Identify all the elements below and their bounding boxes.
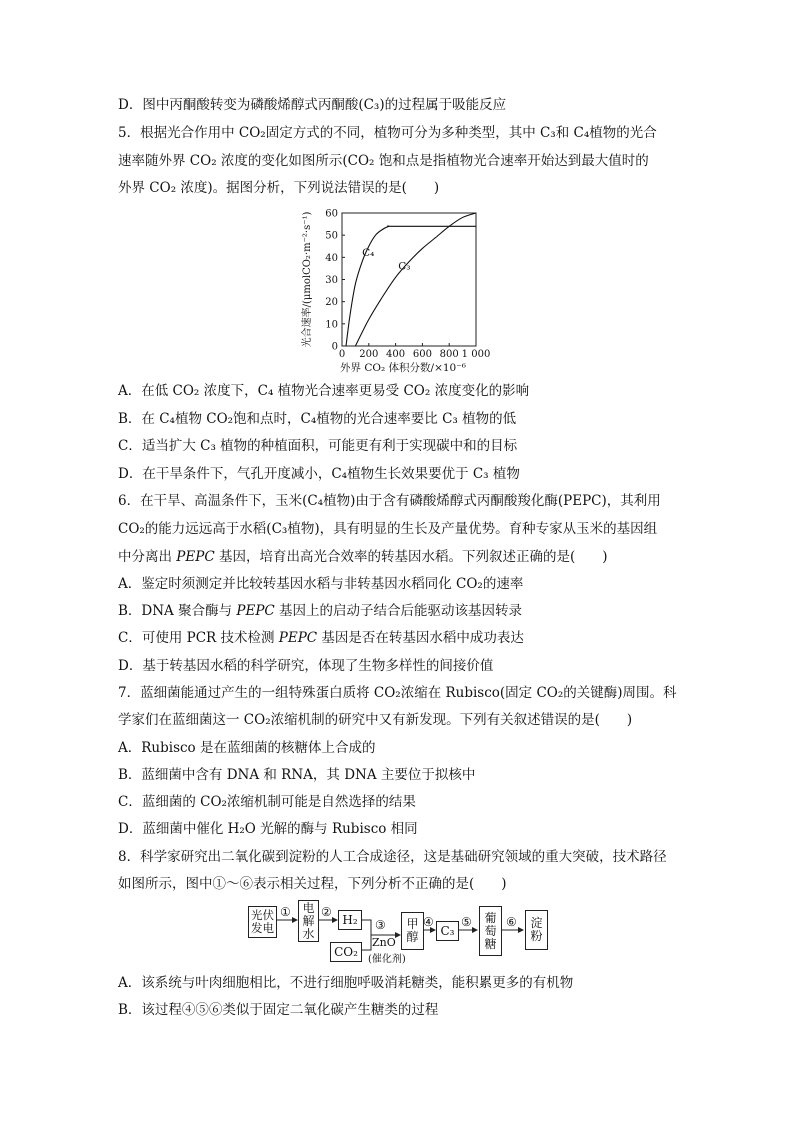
q7-option-d: D．蓝细菌中催化 H₂O 光解的酶与 Rubisco 相同: [118, 821, 418, 837]
c3-box: C₃: [436, 921, 459, 941]
q5-stem-1: 5．根据光合作用中 CO₂固定方式的不同，植物可分为多种类型，其中 C₃和 C₄植物的光合: [118, 125, 657, 141]
step-3-label: ③: [375, 918, 386, 932]
q8-stem-2: 如图所示，图中①～⑥表示相关过程，下列分析不正确的是( ): [118, 876, 507, 892]
methanol-box: 甲醇: [401, 912, 424, 950]
q8-stem-1: 8．科学家研究出二氧化碳到淀粉的人工合成途径，这是基础研究领域的重大突破，技术路径: [118, 849, 667, 865]
step-6-label: ⑥: [506, 915, 517, 929]
y-tick-label: 10: [325, 319, 338, 331]
y-tick-label: 20: [325, 297, 338, 309]
q6-option-a: A．鉴定时须测定并比较转基因水稻与非转基因水稻同化 CO₂的速率: [118, 576, 524, 592]
gene-name: PEPC: [236, 603, 275, 619]
q6-stem-2: CO₂的能力远远高于水稻(C₃植物)，具有明显的生长及产量优势。育种专家从玉米的基因组: [118, 521, 658, 537]
q6-stem-1: 6．在干旱、高温条件下，玉米(C₄植物)由于含有磷酸烯醇式丙酮酸羧化酶(PEPC)，其利用: [118, 493, 661, 509]
q7-option-b: B．蓝细菌中含有 DNA 和 RNA，其 DNA 主要位于拟核中: [118, 767, 476, 783]
y-tick-label: 30: [325, 275, 338, 286]
q5-option-d: D．在干旱条件下，气孔开度减小，C₄植物生长效果要优于 C₃ 植物: [118, 466, 520, 482]
series-line-c3: [355, 213, 476, 346]
step-1-label: ①: [280, 905, 291, 919]
process-flow-diagram: [248, 900, 548, 966]
electrolysis-box: 电解水: [298, 900, 319, 942]
q5-stem-3: 外界 CO₂ 浓度)。据图分析，下列说法错误的是( ): [118, 180, 440, 196]
catalyst-label: ZnO: [372, 936, 396, 949]
x-tick-label: 200: [359, 349, 379, 360]
starch-box: 淀粉: [525, 910, 548, 950]
y-tick-label: 40: [325, 252, 338, 264]
x-tick-label: 1 000: [461, 349, 491, 360]
y-tick-label: 50: [325, 230, 338, 242]
q7-stem-1: 7．蓝细菌能通过产生的一组特殊蛋白质将 CO₂浓缩在 Rubisco(固定 CO₂的关键酶)周围。科: [118, 685, 677, 701]
q7-option-c: C．蓝细菌的 CO₂浓缩机制可能是自然选择的结果: [118, 794, 416, 810]
series-label-c3: C₃: [398, 260, 411, 273]
x-tick-label: 800: [439, 349, 459, 360]
q5-option-b: B．在 C₄植物 CO₂饱和点时，C₄植物的光合速率要比 C₃ 植物的低: [118, 411, 517, 427]
x-tick-label: 600: [412, 349, 432, 360]
catalyst-note: (催化剂): [368, 954, 406, 965]
photovoltaic-box: 光伏发电: [248, 906, 277, 938]
q6-option-d: D．基于转基因水稻的科学研究，体现了生物多样性的间接价值: [118, 658, 494, 674]
x-axis-label: 外界 CO₂ 体积分数/×10⁻⁶: [340, 362, 466, 374]
q7-option-a: A．Rubisco 是在蓝细菌的核糖体上合成的: [118, 740, 376, 756]
photosynthesis-chart: [290, 205, 510, 380]
plot-frame: [342, 213, 476, 346]
q5-option-a: A．在低 CO₂ 浓度下，C₄ 植物光合速率更易受 CO₂ 浓度变化的影响: [118, 383, 530, 399]
x-tick-label: 0: [338, 349, 346, 360]
step-5-label: ⑤: [461, 915, 472, 929]
gene-name: PEPC: [176, 549, 215, 565]
glucose-box: 葡萄糖: [479, 906, 502, 956]
y-tick-label: 0: [331, 341, 338, 353]
step-2-label: ②: [321, 905, 332, 919]
q5-stem-2: 速率随外界 CO₂ 浓度的变化如图所示(CO₂ 饱和点是指植物光合速率开始达到最大值时的: [118, 153, 649, 169]
q6-option-b: B．DNA 聚合酶与 PEPC 基因上的启动子结合后能驱动该基因转录: [118, 603, 523, 619]
co2-box: CO₂: [330, 942, 362, 962]
q6-option-c: C．可使用 PCR 技术检测 PEPC 基因是否在转基因水稻中成功表达: [118, 630, 524, 646]
gene-name: PEPC: [278, 630, 318, 646]
series-line-c4: [346, 226, 476, 346]
q4-option-d: D．图中丙酮酸转变为磷酸烯醇式丙酮酸(C₃)的过程属于吸能反应: [118, 97, 507, 113]
q8-option-b: B．该过程④⑤⑥类似于固定二氧化碳产生糖类的过程: [118, 1002, 439, 1018]
series-label-c4: C₄: [362, 246, 375, 259]
step-4-label: ④: [423, 915, 434, 929]
q6-stem-3: 中分离出 PEPC 基因，培育出高光合效率的转基因水稻。下列叙述正确的是( ): [118, 549, 608, 565]
hydrogen-box: H₂: [338, 910, 362, 930]
x-tick-label: 400: [386, 349, 406, 360]
q8-option-a: A．该系统与叶肉细胞相比，不进行细胞呼吸消耗糖类，能积累更多的有机物: [118, 975, 574, 991]
q5-option-c: C．适当扩大 C₃ 植物的种植面积，可能更有利于实现碳中和的目标: [118, 438, 518, 454]
y-axis-label: 光合速率/(μmolCO₂·m⁻²·s⁻¹): [302, 211, 313, 348]
q7-stem-2: 学家们在蓝细菌这一 CO₂浓缩机制的研究中又有新发现。下列有关叙述错误的是( ): [118, 712, 633, 728]
y-tick-label: 60: [325, 208, 338, 220]
